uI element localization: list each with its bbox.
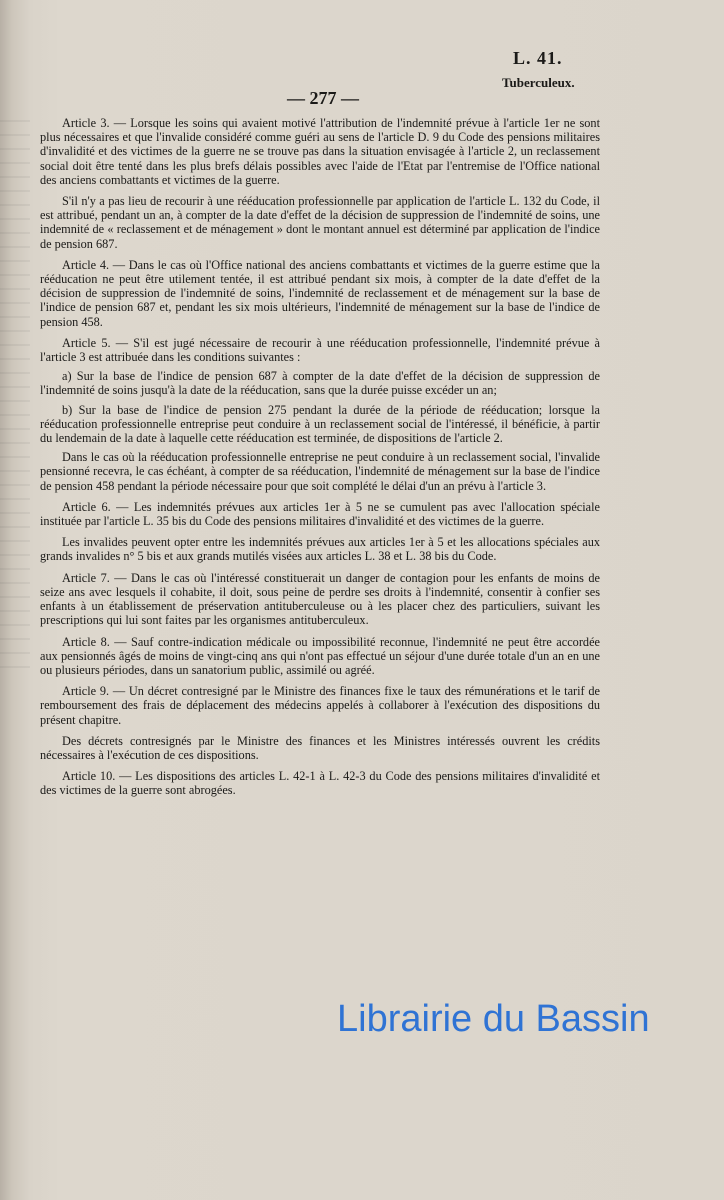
article-5-clause-a: a) Sur la base de l'indice de pension 687 à compter de la date d'effet de la décision de suppression de l'indemnité de soins jusqu'à la date de la rééducation, sans que la durée puisse excéder un an; bbox=[40, 369, 600, 398]
left-margin-bleed bbox=[0, 120, 30, 680]
article-10-paragraph: Article 10. — Les dispositions des articles L. 42-1 à L. 42-3 du Code des pensions militaires d'invalidité et des victimes de la guerre sont abrogées. bbox=[40, 769, 600, 798]
article-4-paragraph: Article 4. — Dans le cas où l'Office national des anciens combattants et victimes de la guerre estime que la rééducation ne peut être utilement tentée, il est attribué pendant six mois, à compter de la date d'effet de la décision de suppression de l'indemnité de soins, l'indemnité de reclassement et de ménagement sur la base de l'indice de pension 687 et, pendant les six mois ultérieurs, l'indemnité de ménagement sur la base de l'indice de pension 458. bbox=[40, 257, 600, 329]
article-8-paragraph: Article 8. — Sauf contre-indication médicale ou impossibilité reconnue, l'indemnité ne peut être accordée aux pensionnés âgés de moins de vingt-cinq ans qui n'ont pas effectué un séjour d'une durée totale d'un an en une ou plusieurs périodes, dans un sanatorium public, assimilé ou agréé. bbox=[40, 634, 600, 677]
article-6-paragraph: Article 6. — Les indemnités prévues aux articles 1er à 5 ne se cumulent pas avec l'allocation spéciale instituée par l'article L. 35 bis du Code des pensions militaires d'invalidité et des victimes de la guerre. bbox=[40, 499, 600, 529]
article-5-paragraph: Article 5. — S'il est jugé nécessaire de recourir à une rééducation professionnelle, l'indemnité prévue à l'article 3 est attribuée dans les conditions suivantes : bbox=[40, 335, 600, 365]
document-subject: Tuberculeux. bbox=[502, 75, 575, 90]
article-3-paragraph: Article 3. — Lorsque les soins qui avaient motivé l'attribution de l'indemnité prévue à l'article 1er ne sont plus nécessaires et que l'invalide considéré comme guéri au sens de l'article D. 9 du Code des pensions militaires d'invalidité et des victimes de la guerre ne se trouve pas dans la situation envisagée à l'article 2, un reclassement social doit être tenté dans les plus brefs délais possibles avec l'aide de l'Etat par l'entremise de l'Office national des anciens combattants et victimes de la guerre. bbox=[40, 116, 600, 187]
article-5-clause-b: b) Sur la base de l'indice de pension 275 pendant la durée de la période de rééducation; lorsque la rééducation professionnelle entreprise peut conduire à un reclassement social de l'intéressé, il bénéficie, à partir du lendemain de la date à laquelle cette rééducation est terminée, de dispositions de l'article 2. bbox=[40, 402, 600, 446]
document-body bbox=[40, 116, 600, 805]
page-number: — 277 — bbox=[287, 88, 359, 108]
article-7-paragraph: Article 7. — Dans le cas où l'intéressé constituerait un danger de contagion pour les enfants de moins de seize ans avec lesquels il cohabite, il doit, sous peine de perdre ses droits à l'indemnité, consentir à confier ses enfants à un établissement de préservation antituberculeuse ou à les placer chez des particuliers, suivant les prescriptions qui lui sont faites par les organismes antituberculeux. bbox=[40, 570, 600, 628]
article-5-continuation: Dans le cas où la rééducation professionnelle entreprise ne peut conduire à un reclassement social, l'invalide pensionné recevra, le cas échéant, à compter de sa rééducation, l'indemnité de ménagement sur la base de l'indice de pension 458 pendant la période nécessaire pour que soit complété le délai d'un an prévu à l'article 3. bbox=[40, 450, 600, 493]
document-code: L. 41. bbox=[513, 48, 563, 68]
article-9-credits-paragraph: Des décrets contresignés par le Ministre des finances et les Ministres intéressés ouvrent les crédits nécessaires à l'exécution de ces dispositions. bbox=[40, 733, 600, 762]
article-9-paragraph: Article 9. — Un décret contresigné par le Ministre des finances fixe le taux des rémunérations et le tarif de remboursement des frais de déplacement des médecins appelés à collaborer à l'exécution des dispositions du présent chapitre. bbox=[40, 684, 600, 727]
article-3-rehabilitation-paragraph: S'il n'y a pas lieu de recourir à une rééducation professionnelle par application de l'article L. 132 du Code, il est attribué, pendant un an, à compter de la date d'effet de la décision de suppression de l'indemnité de soins, une indemnité de « reclassement et de ménagement » dont le montant annuel est déterminé par application de l'indice de pension 687. bbox=[40, 194, 600, 251]
watermark: Librairie du Bassin bbox=[337, 998, 650, 1040]
article-6-option-paragraph: Les invalides peuvent opter entre les indemnités prévues aux articles 1er à 5 et les allocations spéciales aux grands invalides n° 5 bis et aux grands mutilés visées aux articles L. 38 et L. 38 bis du Code. bbox=[40, 535, 600, 564]
